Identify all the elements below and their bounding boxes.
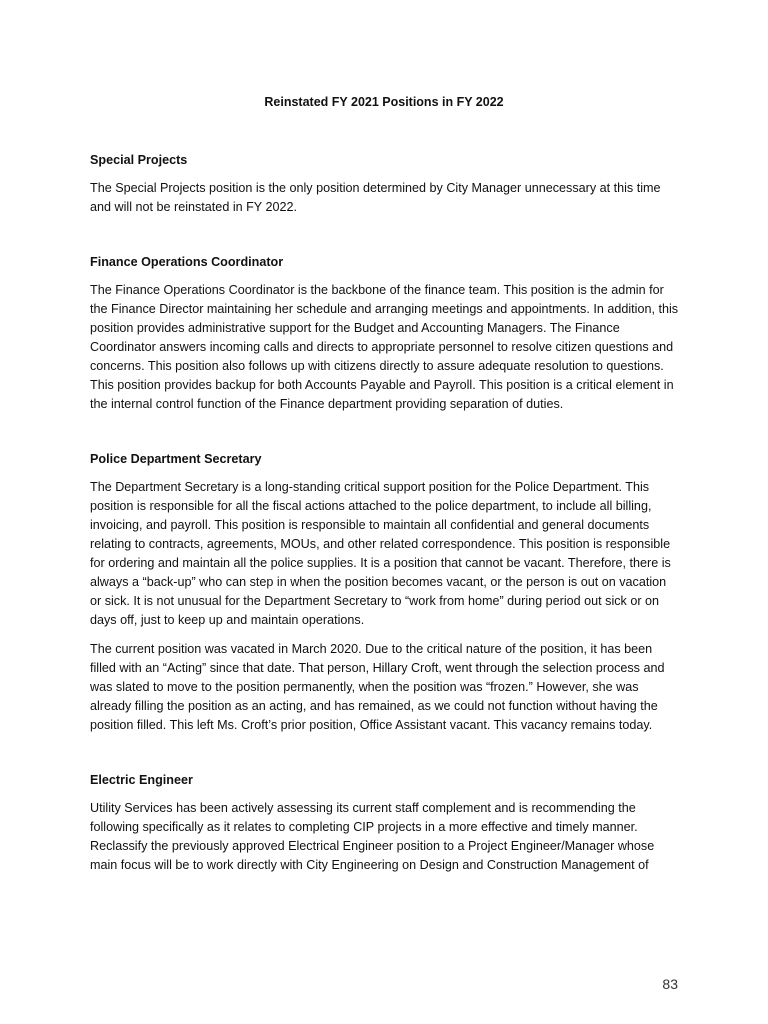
section-paragraph: The Department Secretary is a long-standing critical support position for the Police Department. This position is responsible for all the fiscal actions attached to the police department, to include all billing, invoicing, and payroll. This position is responsible to maintain all confidential and general documents relating to contracts, agreements, MOUs, and other related correspondence. This position is responsible for ordering and maintain all the police supplies. It is a position that cannot be vacant. Therefore, there is always a “back-up” who can step in when the position becomes vacant, or the person is out on vacation or sick. It is not unusual for the Department Secretary to “work from home” during period out sick or on days off, just to keep up and maintain operations.	[90, 480, 671, 627]
page-number: 83	[662, 976, 678, 992]
section-heading: Special Projects	[90, 153, 188, 167]
section-paragraph: Utility Services has been actively assessing its current staff complement and is recommending the following specifically as it relates to completing CIP projects in a more effective and timely manner. Reclassify the previously approved Electrical Engineer position to a Project Engineer/Manager whose main focus will be to work directly with City Engineering on Design and Construction Management of	[90, 801, 655, 872]
section-paragraph: The Finance Operations Coordinator is the backbone of the finance team. This position is the admin for the Finance Director maintaining her schedule and arranging meetings and appointments. In addition, this position provides administrative support for the Budget and Accounting Managers. The Finance Coordinator answers incoming calls and directs to appropriate personnel to resolve citizen questions and concerns. This position also follows up with citizens directly to assure adequate resolution to questions. This position provides backup for both Accounts Payable and Payroll. This position is a critical element in the internal control function of the Finance department providing separation of duties.	[90, 283, 679, 411]
section-heading: Police Department Secretary	[90, 452, 262, 466]
section-paragraph: The Special Projects position is the only position determined by City Manager unnecessary at this time and will not be reinstated in FY 2022.	[90, 181, 661, 214]
section-special-projects	[90, 151, 680, 217]
section-paragraph: The current position was vacated in March 2020. Due to the critical nature of the position, it has been filled with an “Acting” since that date. That person, Hillary Croft, went through the selection process and was slated to move to the position permanently, when the position was “frozen.” However, she was already filling the position as an acting, and has remained, as we could not function without having the position filled. This left Ms. Croft’s prior position, Office Assistant vacant. This vacancy remains today.	[90, 642, 665, 732]
section-heading: Finance Operations Coordinator	[90, 255, 284, 269]
document-body	[90, 151, 680, 875]
section-police-department-secretary	[90, 450, 680, 735]
document-title: Reinstated FY 2021 Positions in FY 2022	[264, 95, 504, 109]
section-heading: Electric Engineer	[90, 773, 193, 787]
section-finance-operations-coordinator	[90, 253, 680, 414]
section-electric-engineer	[90, 771, 680, 875]
